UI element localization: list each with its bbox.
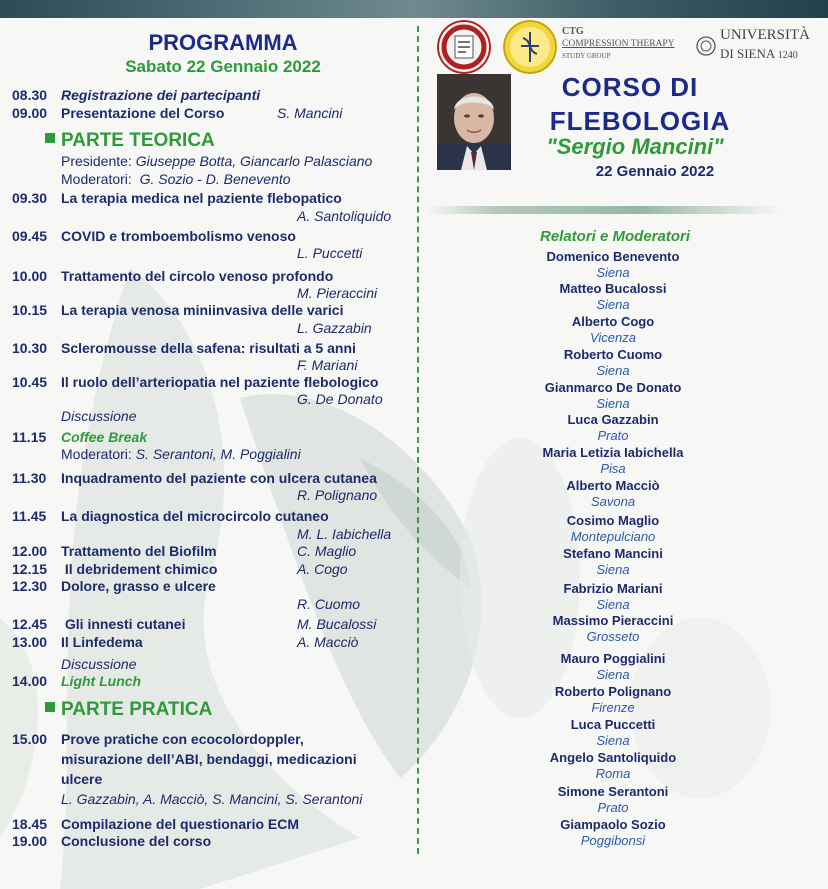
society-logo <box>437 20 491 74</box>
speaker-entry <box>498 750 728 781</box>
speaker-name: Simone Serantoni <box>557 784 669 799</box>
speaker-city: Siena <box>596 562 630 577</box>
speaker-city: Grosseto <box>586 629 640 644</box>
speaker-city: Prato <box>597 800 629 815</box>
program-title: COVID e tromboembolismo venoso <box>61 228 296 244</box>
program-title: Gli innesti cutanei <box>61 616 186 632</box>
speaker-city: Siena <box>596 297 630 312</box>
course-dedication: "Sergio Mancini" <box>546 134 724 159</box>
program-speaker: M. Bucalossi <box>297 616 377 632</box>
speaker-entry <box>498 581 728 612</box>
moderatori-names: S. Serantoni, M. Poggialini <box>135 446 301 462</box>
program-time: 08.30 <box>12 87 48 103</box>
program-item <box>12 374 378 390</box>
program-item <box>12 105 224 121</box>
program-time: 18.45 <box>12 816 48 832</box>
program-title: Il Linfedema <box>61 634 143 650</box>
program-speaker: L. Gazzabin <box>297 320 372 336</box>
program-item <box>12 228 296 244</box>
program-title: Scleromousse della safena: risultati a 5 anni <box>61 340 356 356</box>
course-date: 22 Gennaio 2022 <box>595 163 715 180</box>
program-title-cont: ulcere <box>61 771 103 787</box>
column-divider <box>417 26 419 854</box>
speaker-city: Vicenza <box>589 330 636 345</box>
presidente-label: Presidente: <box>61 153 132 169</box>
parte-teorica-label: PARTE TEORICA <box>61 130 215 151</box>
speaker-name: Stefano Mancini <box>563 546 663 561</box>
program-title: La terapia venosa miniinvasiva delle varici <box>61 302 344 318</box>
speaker-entry <box>498 249 728 280</box>
program-time: 11.45 <box>12 508 47 524</box>
program-speaker: M. L. Iabichella <box>297 526 392 542</box>
program-speaker: L. Puccetti <box>297 245 363 261</box>
university-seal-icon <box>696 36 716 56</box>
university-line1: UNIVERSITÀ <box>720 27 810 43</box>
speaker-name: Massimo Pieraccini <box>552 613 674 628</box>
program-title: Conclusione del corso <box>61 833 212 849</box>
program-title: Presentazione del Corso <box>61 105 225 121</box>
program-time: 12.00 <box>12 543 48 559</box>
program-time: 10.15 <box>12 302 48 318</box>
speaker-city: Siena <box>596 363 630 378</box>
program-item <box>12 429 147 445</box>
speaker-city: Poggibonsi <box>580 833 646 848</box>
speaker-entry <box>498 478 728 509</box>
course-title-line2: FLEBOLOGIA <box>549 106 731 136</box>
program-time: 09.00 <box>12 105 48 121</box>
speaker-entry <box>498 281 728 312</box>
speaker-name: Fabrizio Mariani <box>563 581 663 596</box>
speaker-city: Firenze <box>591 700 635 715</box>
speaker-city: Pisa <box>600 461 626 476</box>
program-time: 10.30 <box>12 340 48 356</box>
square-bullet-icon <box>45 133 55 143</box>
program-speaker: R. Cuomo <box>297 596 361 612</box>
speaker-name: Giampaolo Sozio <box>560 817 666 832</box>
program-item <box>12 268 333 284</box>
parte-teorica-heading <box>45 130 215 152</box>
program-speaker: R. Polignano <box>297 487 378 503</box>
speaker-name: Roberto Cuomo <box>563 347 663 362</box>
program-item <box>12 634 143 650</box>
ctg-short: CTG <box>562 26 584 37</box>
program-item <box>12 340 356 356</box>
ctg-logo <box>503 20 557 74</box>
program-time: 10.45 <box>12 374 48 390</box>
parte-pratica-label: PARTE PRATICA <box>61 699 213 720</box>
ctg-line2: STUDY GROUP <box>562 52 611 60</box>
program-title: Trattamento del circolo venoso profondo <box>61 268 334 284</box>
speaker-name: Mauro Poggialini <box>560 651 666 666</box>
program-time: 11.15 <box>12 429 47 445</box>
light-lunch-label: Light Lunch <box>61 673 142 689</box>
program-time: 12.15 <box>12 561 48 577</box>
program-title: La terapia medica nel paziente flebopatico <box>61 190 342 206</box>
speaker-name: Alberto Cogo <box>571 314 655 329</box>
program-item <box>12 616 185 632</box>
program-title: Il ruolo dell’arteriopatia nel paziente flebologico <box>61 374 379 390</box>
speaker-entry <box>498 717 728 748</box>
speaker-entry <box>498 412 728 443</box>
speaker-entry <box>498 314 728 345</box>
speaker-entry <box>498 546 728 577</box>
university-year: 1240 <box>777 50 798 61</box>
speaker-entry <box>498 684 728 715</box>
speaker-entry <box>498 513 728 544</box>
parte-pratica-heading <box>45 699 212 721</box>
program-item <box>12 87 260 103</box>
program-time: 10.00 <box>12 268 48 284</box>
moderatori-label: Moderatori: <box>61 171 132 187</box>
university-name: DI SIENA <box>720 46 775 61</box>
program-time: 13.00 <box>12 634 48 650</box>
program-time: 12.30 <box>12 578 48 594</box>
speaker-entry <box>498 651 728 682</box>
decorative-divider <box>425 206 783 214</box>
program-title: Dolore, grasso e ulcere <box>61 578 216 594</box>
speaker-entry <box>498 784 728 815</box>
coffee-break-label: Coffee Break <box>61 429 148 445</box>
university-line2 <box>720 46 798 62</box>
program-item <box>12 508 329 524</box>
speaker-city: Siena <box>596 667 630 682</box>
program-title: Registrazione dei partecipanti <box>61 87 261 103</box>
programma-title: PROGRAMMA <box>148 30 298 55</box>
program-item <box>12 731 304 747</box>
course-title-line1: CORSO DI <box>561 72 699 102</box>
relatori-title: Relatori e Moderatori <box>539 228 691 245</box>
ctg-line1: COMPRESSION THERAPY <box>562 39 675 49</box>
program-speaker: C. Maglio <box>297 543 357 559</box>
speaker-entry <box>498 445 728 476</box>
speaker-name: Roberto Polignano <box>554 684 672 699</box>
speaker-entry <box>498 817 728 848</box>
program-speaker: M. Pieraccini <box>297 285 378 301</box>
program-time: 14.00 <box>12 673 48 689</box>
moderatori-line <box>61 446 301 462</box>
discussione-label: Discussione <box>61 408 137 424</box>
program-title: Trattamento del Biofilm <box>61 543 217 559</box>
program-title: Compilazione del questionario ECM <box>61 816 300 832</box>
program-title: Prove pratiche con ecocolordoppler, <box>61 731 304 747</box>
program-speaker: A. Santoliquido <box>297 208 392 224</box>
program-item <box>12 561 217 577</box>
speaker-city: Siena <box>596 396 630 411</box>
moderatori-line <box>61 171 291 187</box>
speaker-name: Matteo Bucalossi <box>559 281 667 296</box>
program-title-cont: misurazione dell’ABI, bendaggi, medicazioni <box>61 751 357 767</box>
program-speaker: G. De Donato <box>297 391 383 407</box>
speaker-name: Maria Letizia Iabichella <box>542 445 684 460</box>
program-time: 19.00 <box>12 833 48 849</box>
speaker-name: Angelo Santoliquido <box>549 750 677 765</box>
moderatori-label: Moderatori: <box>61 446 132 462</box>
program-speaker: F. Mariani <box>297 357 358 373</box>
portrait-photo <box>437 74 511 170</box>
program-item <box>12 190 342 206</box>
program-item <box>12 543 217 559</box>
speaker-entry <box>498 613 728 644</box>
speaker-name: Cosimo Maglio <box>566 513 660 528</box>
program-title: Il debridement chimico <box>61 561 218 577</box>
speaker-name: Luca Gazzabin <box>567 412 659 427</box>
program-item <box>12 816 299 832</box>
moderatori-names: G. Sozio - D. Benevento <box>139 171 291 187</box>
program-title: Inquadramento del paziente con ulcera cutanea <box>61 470 377 486</box>
program-time: 11.30 <box>12 470 47 486</box>
speaker-entry <box>498 380 728 411</box>
speaker-name: Luca Puccetti <box>570 717 656 732</box>
presidente-line <box>61 153 372 169</box>
program-time: 12.45 <box>12 616 48 632</box>
program-speaker: A. Macciò <box>297 634 359 650</box>
speaker-city: Siena <box>596 733 630 748</box>
speaker-city: Siena <box>596 265 630 280</box>
speaker-name: Gianmarco De Donato <box>544 380 682 395</box>
program-item <box>12 673 141 689</box>
discussione-label: Discussione <box>61 656 137 672</box>
speaker-city: Savona <box>590 494 636 509</box>
speaker-city: Prato <box>597 428 629 443</box>
program-speaker: A. Cogo <box>297 561 348 577</box>
presidente-names: Giuseppe Botta, Giancarlo Palasciano <box>135 153 373 169</box>
program-item <box>12 833 211 849</box>
program-time: 09.30 <box>12 190 48 206</box>
program-item <box>12 578 216 594</box>
program-item <box>12 302 343 318</box>
speaker-city: Montepulciano <box>570 529 656 544</box>
program-title: La diagnostica del microcircolo cutaneo <box>61 508 329 524</box>
speaker-name: Alberto Macciò <box>566 478 660 493</box>
program-time: 09.45 <box>12 228 48 244</box>
program-item <box>12 470 377 486</box>
program-speaker: S. Mancini <box>277 105 343 121</box>
header-strip-image <box>0 0 828 18</box>
program-speaker: L. Gazzabin, A. Macciò, S. Mancini, S. Serantoni <box>61 791 363 807</box>
speaker-city: Siena <box>596 597 630 612</box>
speaker-entry <box>498 347 728 378</box>
square-bullet-icon <box>45 702 55 712</box>
program-time: 15.00 <box>12 731 48 747</box>
speaker-name: Domenico Benevento <box>546 249 680 264</box>
speaker-city: Roma <box>595 766 631 781</box>
programma-date: Sabato 22 Gennaio 2022 <box>125 57 321 76</box>
